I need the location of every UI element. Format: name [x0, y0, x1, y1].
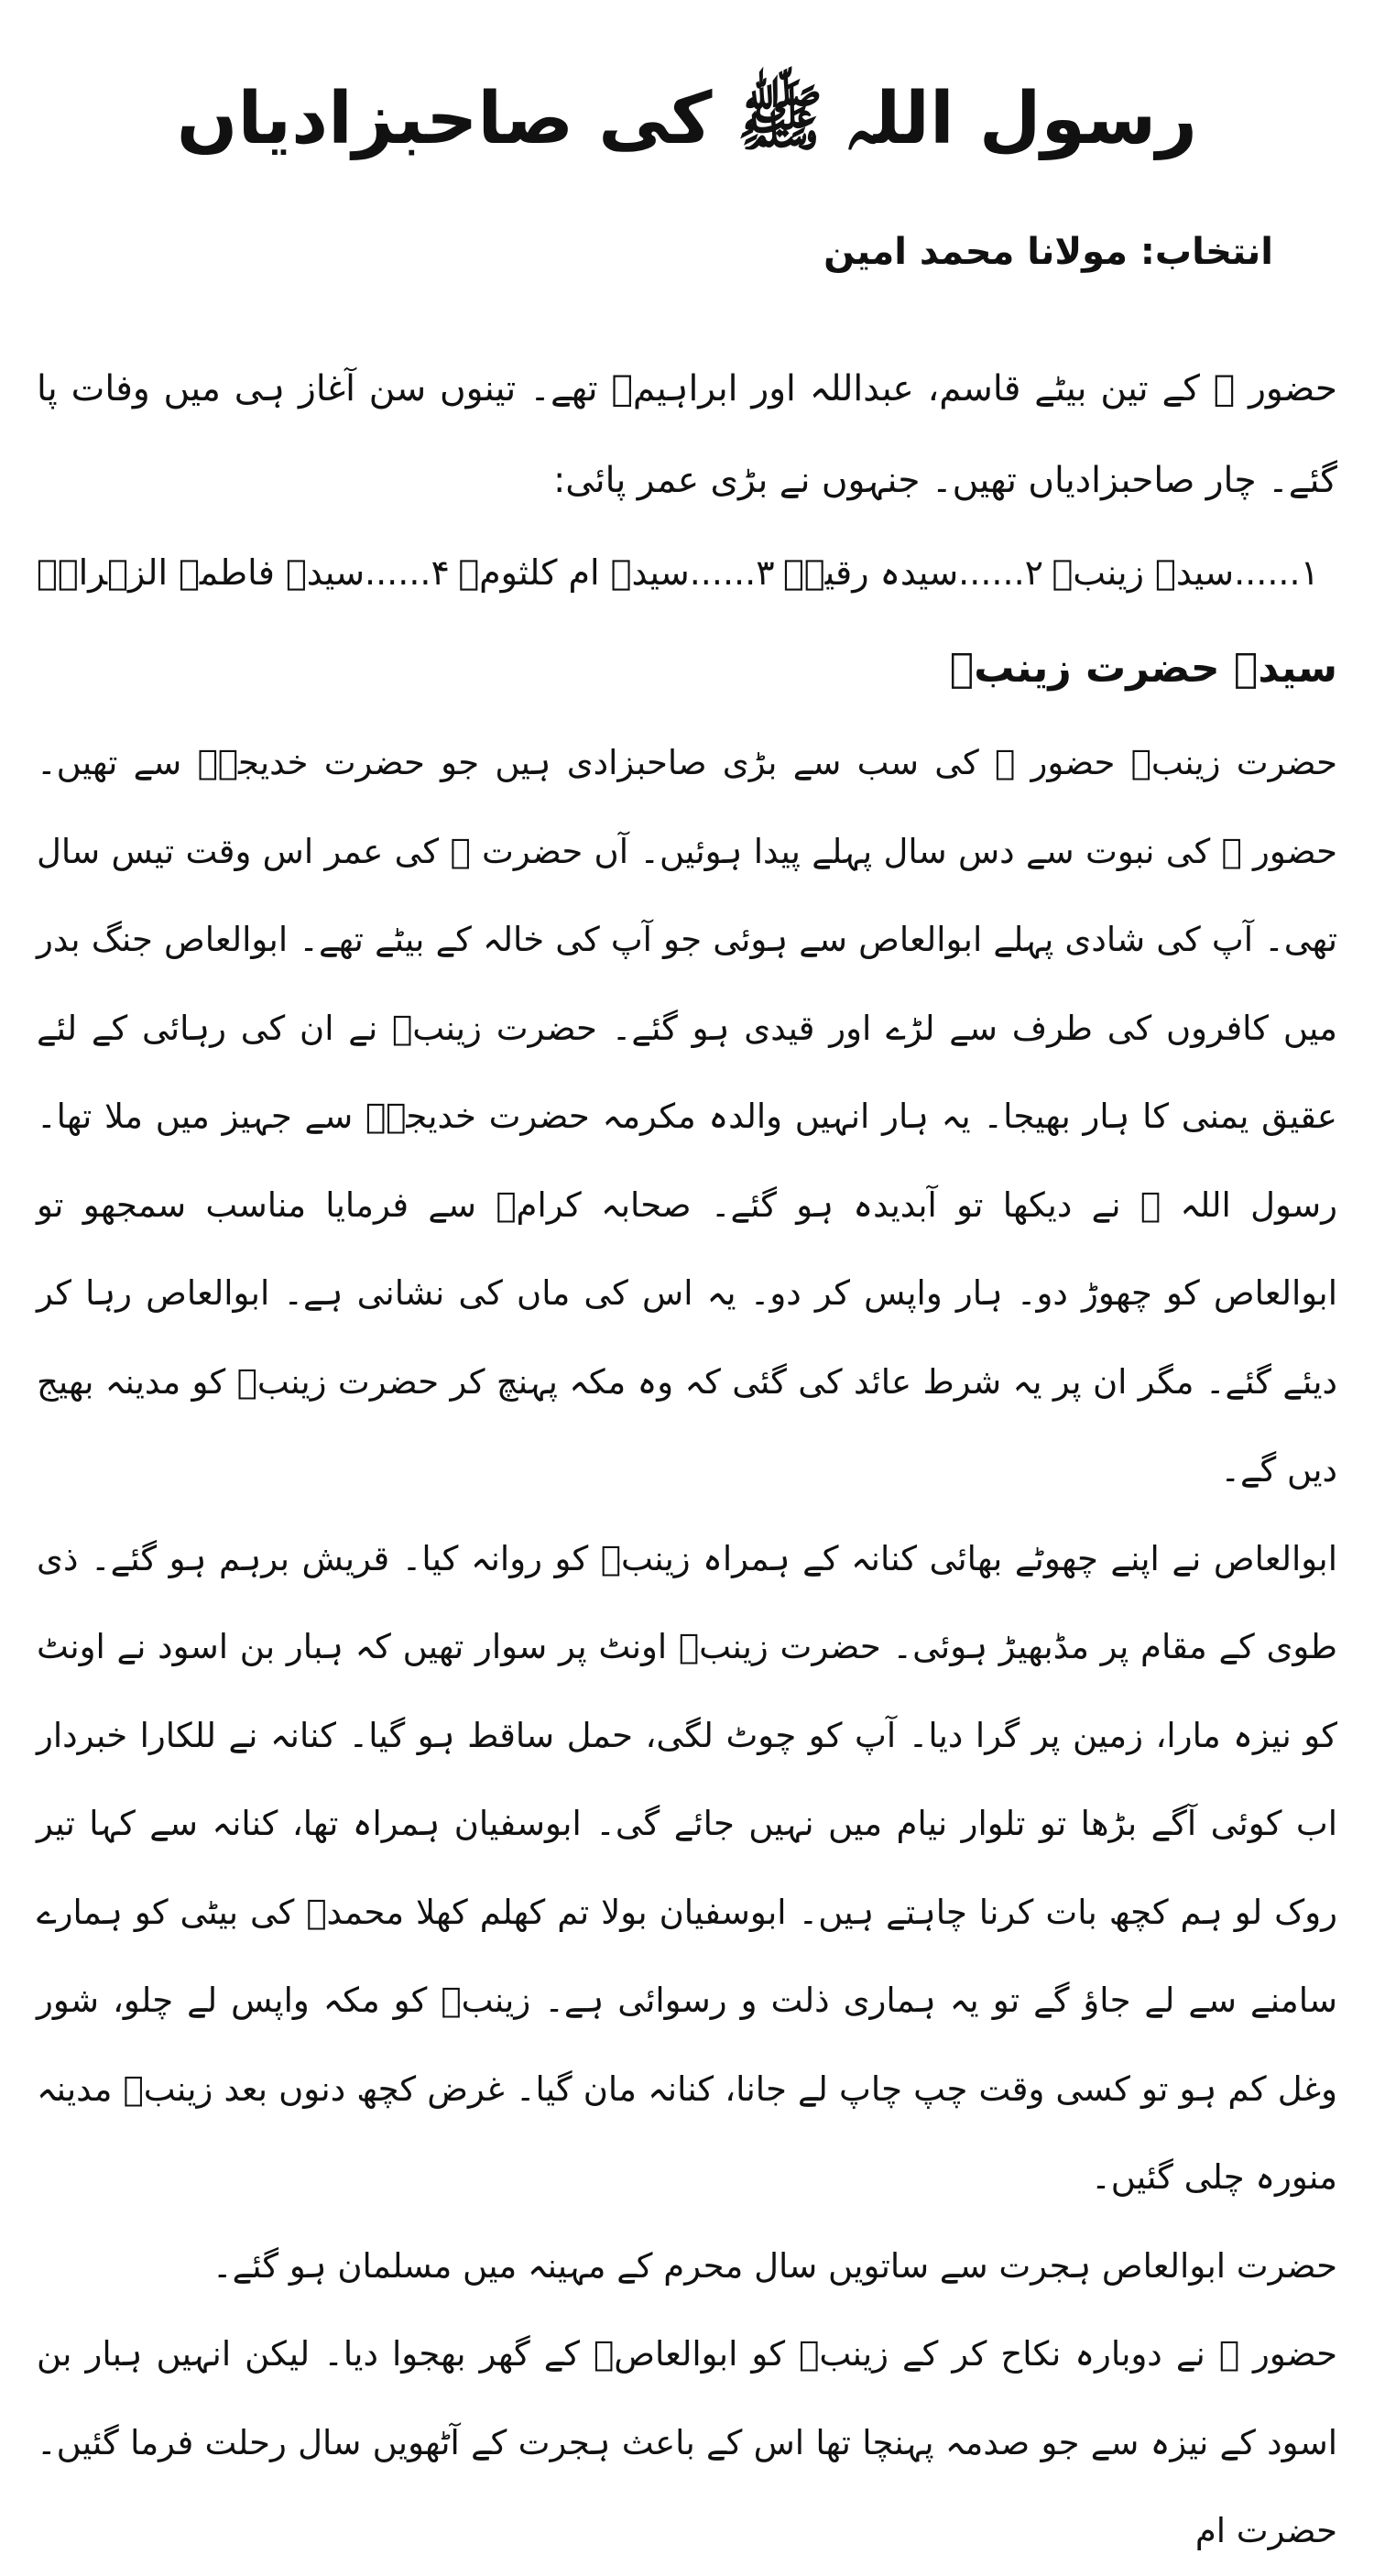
list-item: ۱......سیدہ زینبؓ: [1052, 552, 1319, 593]
list-item: ۴......سیدہ فاطمۃ الزہراؓ۔: [37, 552, 450, 593]
daughters-list: [37, 527, 1319, 618]
paragraph: حضرت ابوالعاص ہجرت سے ساتویں سال محرم کے مہینہ میں مسلمان ہو گئے۔: [212, 2245, 1337, 2286]
paragraph: ابوالعاص نے اپنے چھوٹے بھائی کنانہ کے ہمراہ زینبؓ کو روانہ کیا۔ قریش برہم ہو گئے۔ ذی طوی کے مقام پر مڈبھیڑ ہوئی۔ حضرت زینبؓ اونٹ پر سوار تھیں کہ ہبار بن اسود نے اونٹ کو نیزہ مارا، زمین پر گرا دیا۔ آپ کو چوٹ لگی، حمل ساقط ہو گیا۔ کنانہ نے للکارا خبردار اب کوئی آگے بڑھا تو تلوار نیام میں نہیں جائے گی۔ ابوسفیان ہمراہ تھا، کنانہ سے کہا تیر روک لو ہم کچھ بات کرنا چاہتے ہیں۔ ابوسفیان بولا تم کھلم کھلا محمدؐ کی بیٹی کو ہمارے سامنے سے لے جاؤ گے تو یہ ہماری ذلت و رسوائی ہے۔ زینبؓ کو مکہ واپس لے چلو، شور وغل کم ہو تو کسی وقت چپ چاپ لے جانا، کنانہ مان گیا۔ غرض کچھ دنوں بعد زینبؓ مدینہ منورہ چلی گئیں۔: [37, 1538, 1337, 2197]
paragraph: حضرت زینبؓ حضور ﷺ کی سب سے بڑی صاحبزادی ہیں جو حضرت خدیجہؓ سے تھیں۔ حضور ﷺ کی نبوت سے دس سال پہلے پیدا ہوئیں۔ آں حضرت ﷺ کی عمر اس وقت تیس سال تھی۔ آپ کی شادی پہلے ابوالعاص سے ہوئی جو آپ کی خالہ کے بیٹے تھے۔ ابوالعاص جنگ بدر میں کافروں کی طرف سے لڑے اور قیدی ہو گئے۔ حضرت زینبؓ نے ان کی رہائی کے لئے عقیق یمنی کا ہار بھیجا۔ یہ ہار انہیں والدہ مکرمہ حضرت خدیجہؓ سے جہیز میں ملا تھا۔ رسول اللہ ﷺ نے دیکھا تو آبدیدہ ہو گئے۔ صحابہ کرامؓ سے فرمایا مناسب سمجھو تو ابوالعاص کو چھوڑ دو۔ ہار واپس کر دو۔ یہ اس کی ماں کی نشانی ہے۔ ابوالعاص رہا کر دیئے گئے۔ مگر ان پر یہ شرط عائد کی گئی کہ وہ مکہ پہنچ کر حضرت زینبؓ کو مدینہ بھیج دیں گے۔: [37, 743, 1337, 1490]
compiler-line: انتخاب: مولانا محمد امین: [823, 231, 1273, 273]
list-item: ۳......سیدہ ام کلثومؓ: [458, 552, 775, 593]
paragraph: حضور ﷺ نے دوبارہ نکاح کر کے زینبؓ کو ابوالعاصؓ کے گھر بھجوا دیا۔ لیکن انہیں ہبار بن اسود کے نیزہ سے جو صدمہ پہنچا تھا اس کے باعث ہجرت کے آٹھویں سال رحلت فرما گئیں۔ حضرت ام: [37, 2334, 1337, 2550]
intro-paragraph: [37, 344, 1337, 527]
document-title: رسول اللہ ﷺ کی صاحبزادیاں: [176, 78, 1198, 160]
body-text: [37, 719, 1337, 2576]
section-heading: سیدہ حضرت زینبؓ: [949, 645, 1337, 692]
intro-text: حضور ﷺ کے تین بیٹے قاسم، عبداللہ اور ابراہیمؓ تھے۔ تینوں سن آغاز ہی میں وفات پا گئے۔ چار صاحبزادیاں تھیں۔ جنہوں نے بڑی عمر پائی:: [37, 368, 1337, 501]
list-item: ۲......سیدہ رقیہؓ: [782, 552, 1044, 593]
